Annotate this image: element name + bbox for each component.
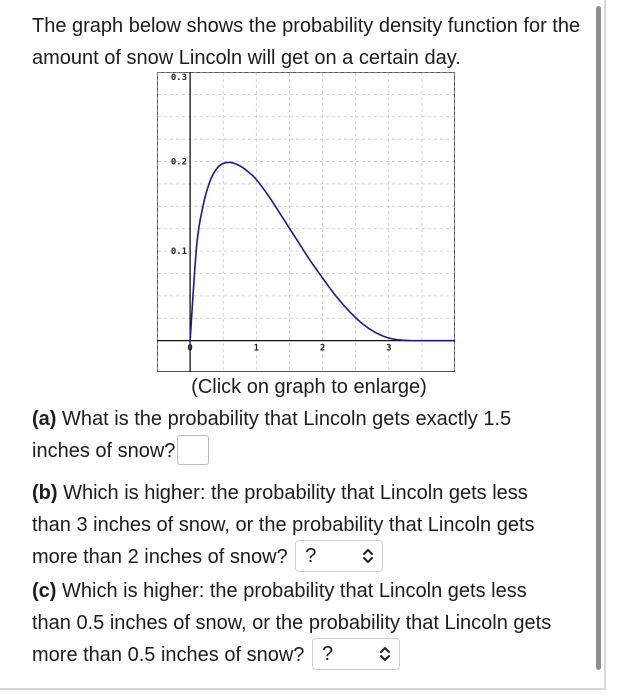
x-tick-label: 0 — [187, 343, 193, 354]
question-c-label: (c) — [32, 580, 57, 602]
answer-b-selected: ? — [305, 544, 317, 567]
question-a-line1: What is the probability that Lincoln gets exactly 1.5 — [62, 408, 512, 430]
chart-frame — [158, 73, 455, 372]
x-tick-label: 3 — [386, 343, 392, 354]
question-a-line2: inches of snow? — [32, 440, 176, 462]
y-tick-label: 0.3 — [170, 73, 188, 83]
pdf-graph[interactable] — [157, 72, 455, 372]
x-tick-label: 1 — [253, 343, 260, 354]
question-b-line1: Which is higher: the probability that Lincoln gets less — [63, 482, 528, 504]
question-b-line3: more than 2 inches of snow? — [32, 546, 288, 568]
chevron-updown-icon — [379, 645, 391, 663]
question-a — [32, 403, 597, 467]
chevron-updown-icon — [362, 547, 374, 565]
y-tick-label: 0.1 — [170, 247, 188, 258]
answer-c-selected: ? — [321, 642, 334, 665]
x-tick-label: 2 — [319, 343, 326, 354]
y-tick-label: 0.2 — [170, 157, 188, 168]
question-c — [32, 575, 597, 672]
answer-c-select[interactable] — [312, 638, 400, 670]
question-b — [32, 477, 597, 574]
question-b-label: (b) — [32, 482, 58, 504]
question-c-line3: more than 0.5 inches of snow? — [32, 644, 305, 666]
question-c-line2: than 0.5 inches of snow, or the probability that Lincoln gets — [32, 612, 552, 634]
pdf-chart-svg[interactable] — [157, 72, 455, 372]
answer-a-input[interactable] — [177, 435, 209, 465]
graph-caption[interactable]: (Click on graph to enlarge) — [191, 376, 427, 398]
intro-text: The graph below shows the probability density function for the amount of snow Lincoln will get on a certain day. — [32, 15, 581, 69]
question-a-label: (a) — [32, 408, 57, 430]
answer-b-select[interactable] — [295, 540, 383, 572]
question-c-line1: Which is higher: the probability that Lincoln gets less — [62, 580, 527, 602]
question-b-line2: than 3 inches of snow, or the probability that Lincoln gets — [32, 514, 535, 536]
